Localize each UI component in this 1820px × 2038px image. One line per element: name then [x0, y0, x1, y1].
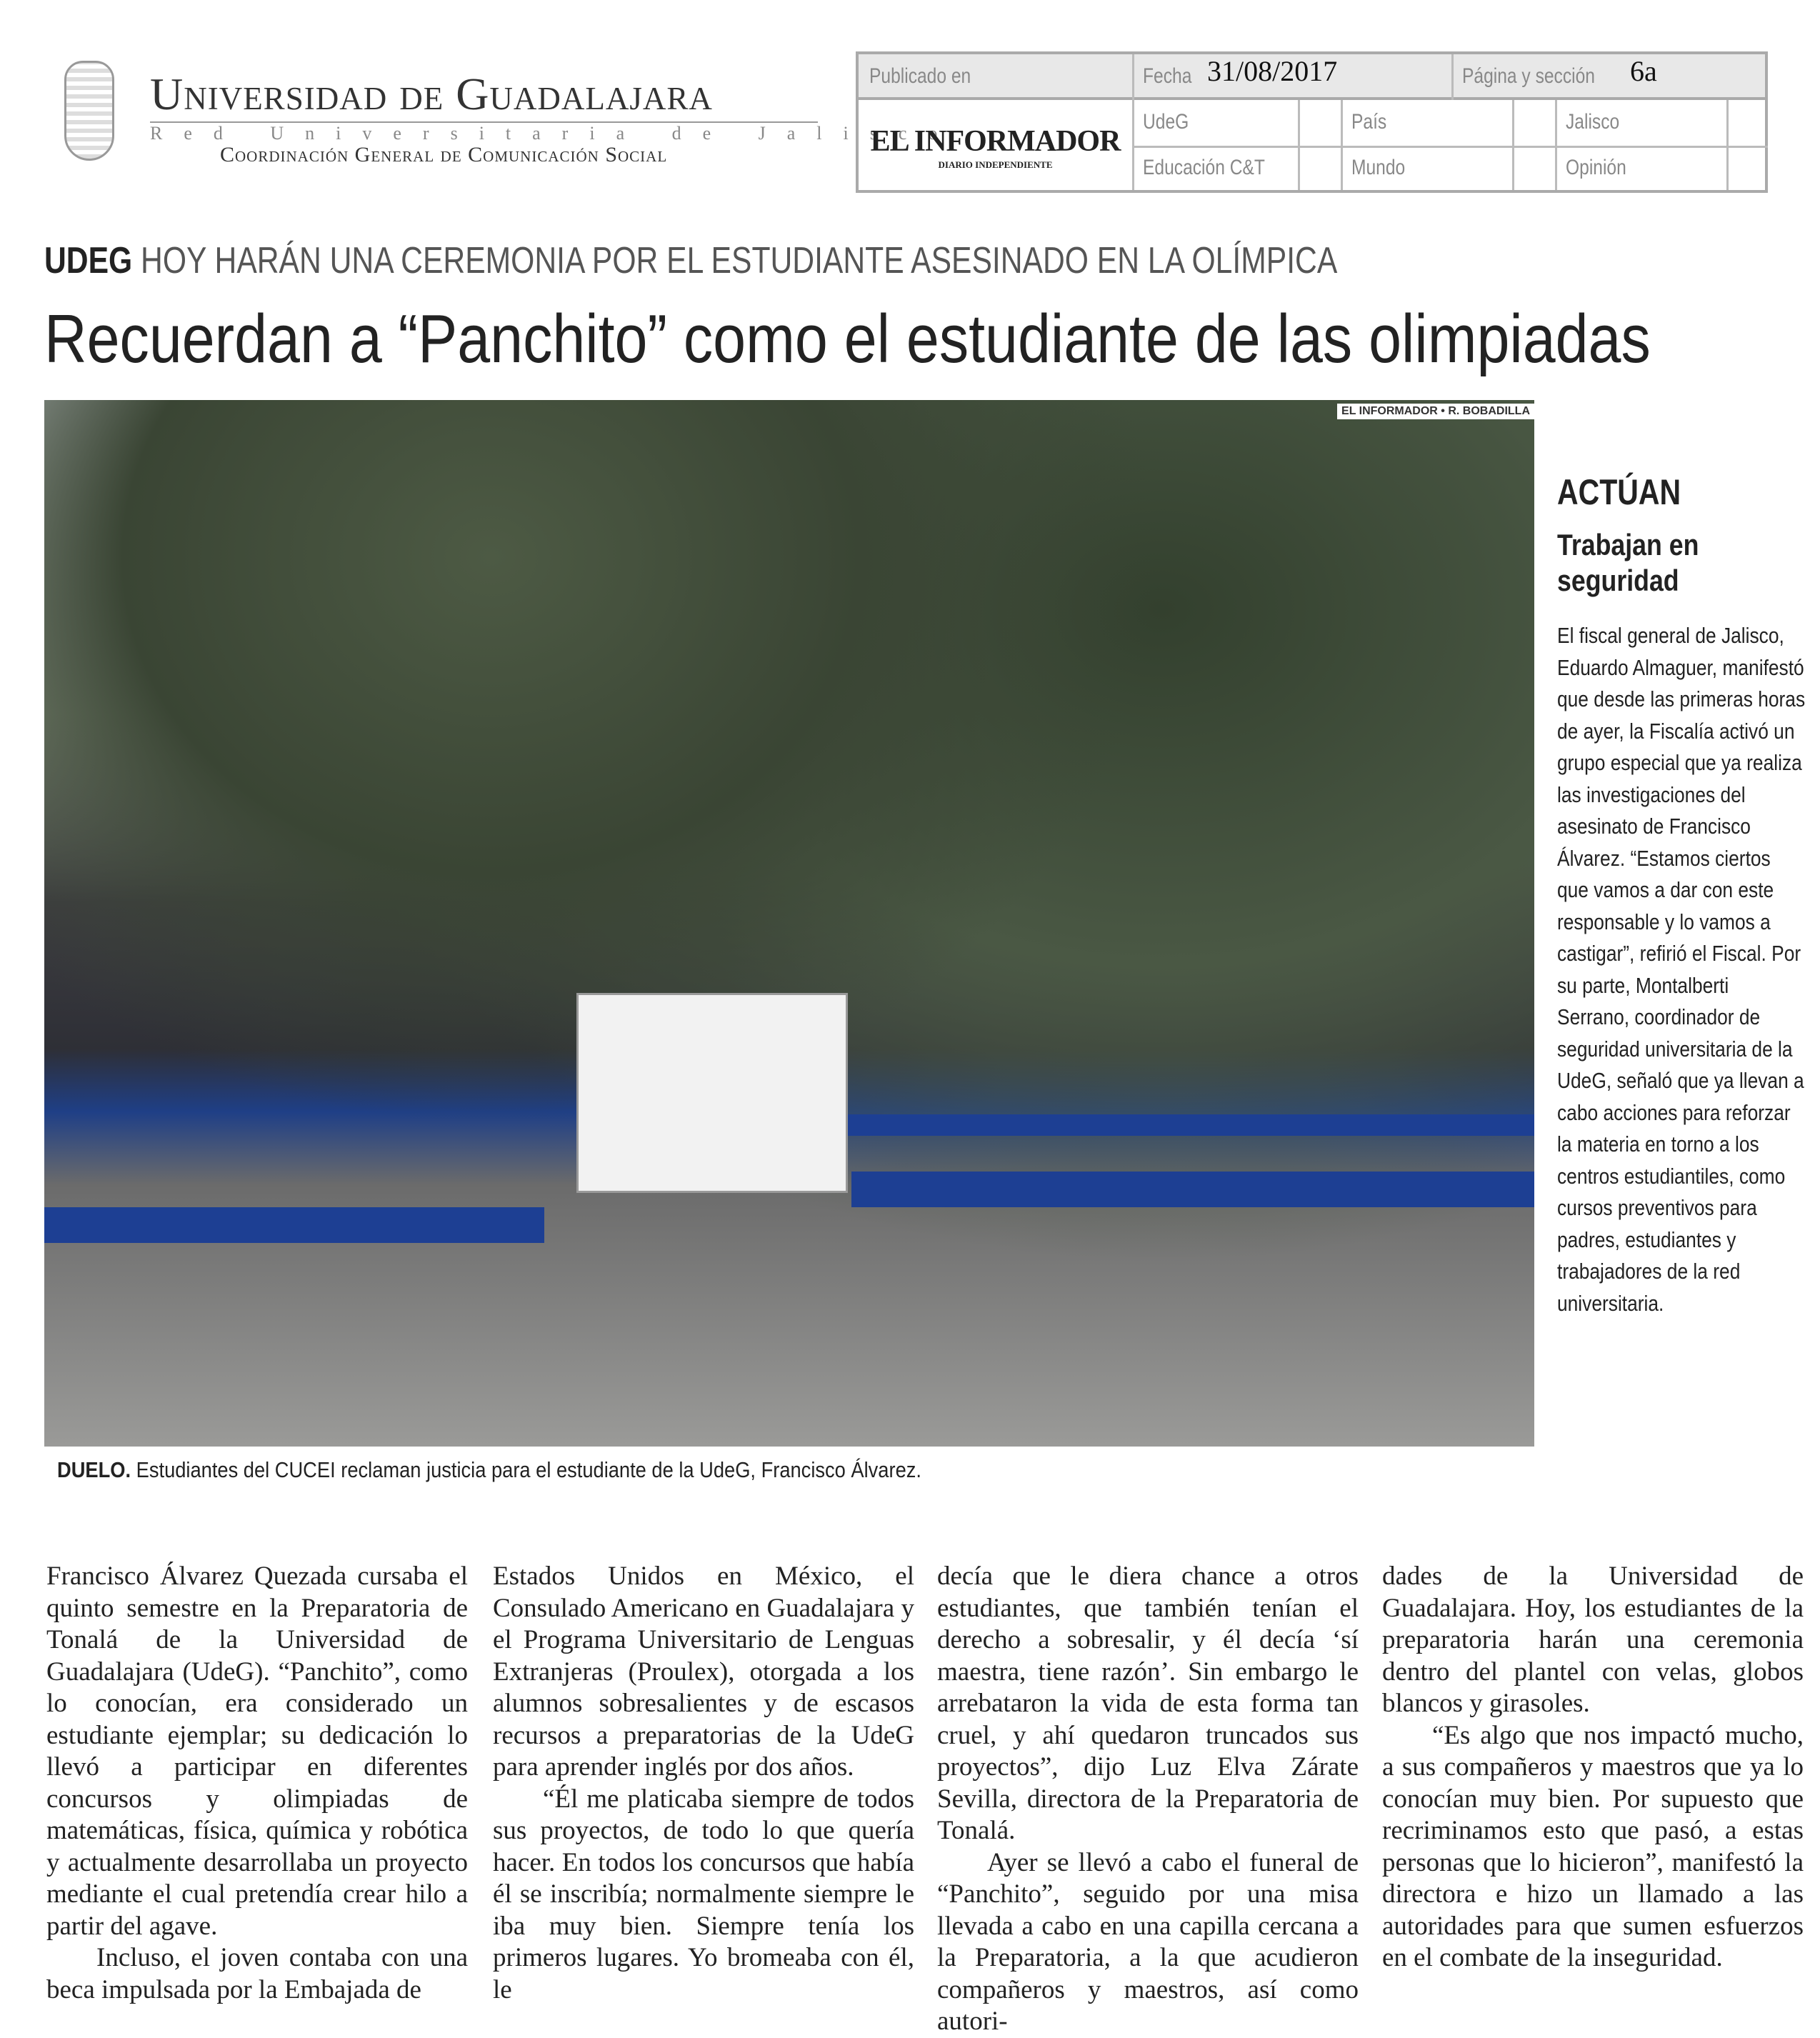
- section-pais: País: [1351, 110, 1387, 134]
- publication-meta-table: [856, 51, 1768, 193]
- page-label: Página y sección: [1462, 64, 1595, 88]
- justice-banner: [576, 993, 848, 1193]
- body-column-4: [1382, 1561, 1804, 1974]
- photo-caption: DUELO. Estudiantes del CUCEI reclaman justicia para el estudiante de la UdeG, Francisco Álvarez.: [57, 1457, 921, 1482]
- paragraph: dades de la Universidad de Guadalajara. Hoy, los estudiantes de la preparatoria harán una ceremonia dentro del plantel con velas, globos blancos y girasoles.: [1382, 1562, 1804, 1718]
- coordination-name: Coordinación General de Comunicación Social: [220, 143, 668, 166]
- body-column-1: [46, 1561, 468, 2006]
- section-mundo: Mundo: [1351, 156, 1406, 179]
- paragraph: Incluso, el joven contaba con una beca impulsada por la Embajada de: [46, 1943, 468, 2004]
- paragraph: Ayer se llevó a cabo el funeral de “Panchito”, seguido por una misa llevada a cabo en una capilla cercana a la Preparatoria, a la que acudieron compañeros y maestros, así como autori-: [937, 1847, 1359, 2036]
- university-name: Universidad de Guadalajara: [150, 69, 713, 119]
- network-name: Red Universitaria de Jalisco: [150, 123, 959, 144]
- date-label: Fecha: [1143, 64, 1192, 88]
- sidebar-text: El fiscal general de Jalisco, Eduardo Almaguer, manifestó que desde las primeras horas de ayer, la Fiscalía activó un grupo especial que ya realiza las investigaciones del asesinato de Francisco Álvarez. “Estamos ciertos que vamos a dar con este responsable y lo vamos a castigar”, refirió el Fiscal. Por su parte, Montalberti Serrano, coordinador de seguridad universitaria de la UdeG, señaló que ya llevan a cabo acciones para reforzar la materia en torno a los centros estudiantiles, como cursos preventivos para padres, estudiantes y trabajadores de la red universitaria.: [1557, 623, 1806, 1316]
- photo-credit: EL INFORMADOR • R. BOBADILLA: [1337, 404, 1534, 419]
- sidebar-box: [1557, 471, 1814, 1319]
- paragraph: decía que le diera chance a otros estudiantes, que también tenían el derecho a sobresalir, y él decía ‘sí maestra, tiene razón’. Sin embargo le arrebataron la vida de esta forma tan cruel, y ahí quedaron truncados sus proyectos”, dijo Luz Elva Zárate Sevilla, directora de la Preparatoria de Tonalá.: [937, 1562, 1359, 1845]
- section-opinion: Opinión: [1566, 156, 1626, 179]
- newspaper-logo: EL INFORMADOR DIARIO INDEPENDIENTE: [870, 125, 1121, 170]
- paragraph: “Es algo que nos impactó mucho, a sus compañeros y maestros que ya lo conocían muy bien. Por supuesto que recriminamos esto que pasó, a estas personas que lo hicieron”, manifestó la directora e hizo un llamado a las autoridades para que sumen esfuerzos en el combate de la inseguridad.: [1382, 1720, 1804, 1972]
- paragraph: “Él me platicaba siempre de todos sus proyectos, de todo lo que quería hacer. En todos los concursos que había él se inscribía; normalmente siempre le iba muy bien. Siempre tenía los primeros lugares. Yo bromeaba con él, le: [493, 1784, 914, 2004]
- headline: Recuerdan a “Panchito” como el estudiante de las olimpiadas: [44, 301, 1651, 377]
- university-seal-logo: [64, 61, 114, 161]
- page-value: 6a: [1630, 55, 1657, 87]
- date-value: 31/08/2017: [1207, 55, 1338, 87]
- body-column-2: [493, 1561, 914, 2006]
- section-udeg: UdeG: [1143, 110, 1189, 134]
- group-photo: [44, 400, 1534, 1447]
- section-educacion: Educación C&T: [1143, 156, 1265, 179]
- kicker: UDEG HOY HARÁN UNA CEREMONIA POR EL ESTUDIANTE ASESINADO EN LA OLÍMPICA: [44, 240, 1338, 281]
- section-jalisco: Jalisco: [1566, 110, 1620, 134]
- sidebar-title: Trabajan en seguridad: [1557, 528, 1699, 597]
- paragraph: Francisco Álvarez Quezada cursaba el quinto semestre en la Preparatoria de Tonalá de la Universidad de Guadalajara (UdeG). “Panchito”, como lo conocían, era considerado un estudiante ejemplar; su dedicación lo llevó a participar en diferentes concursos y olimpiadas de matemáticas, física, química y robótica y actualmente desarrollaba un proyecto mediante el cual pretendía crear hilo a partir del agave.: [46, 1562, 468, 1941]
- paragraph: Estados Unidos en México, el Consulado Americano en Guadalajara y el Programa Universitario de Lenguas Extranjeras (Proulex), otorgada a los alumnos sobresalientes y de escasos recursos a preparatorias de la UdeG para aprender inglés por dos años.: [493, 1562, 914, 1782]
- body-column-3: [937, 1561, 1359, 2038]
- sidebar-kicker: ACTÚAN: [1557, 472, 1681, 512]
- published-label: Publicado en: [869, 64, 971, 88]
